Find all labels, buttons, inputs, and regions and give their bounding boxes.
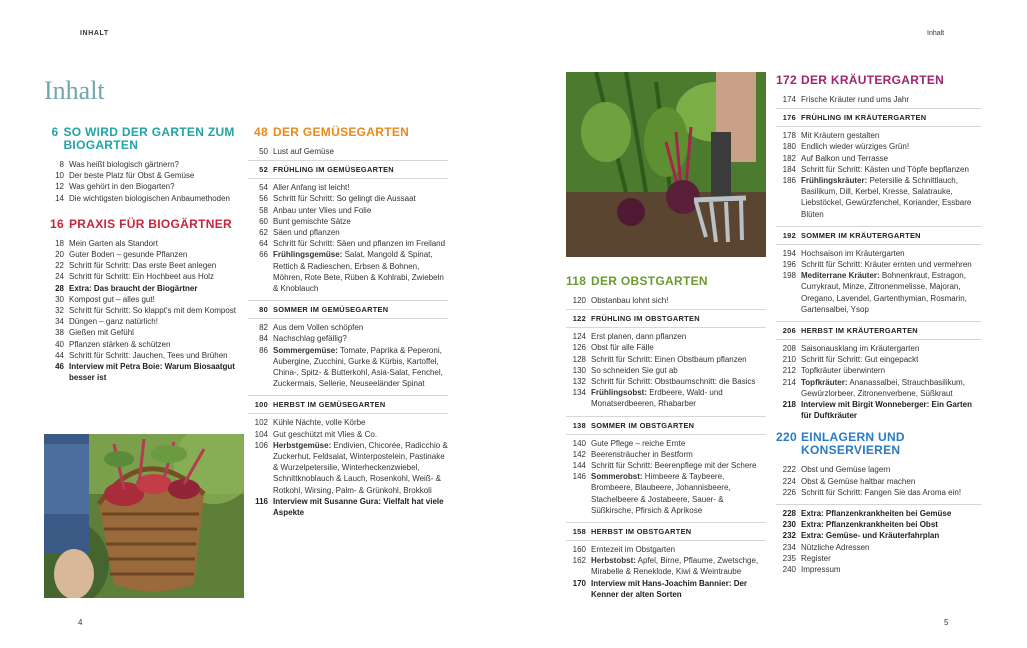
toc-entry[interactable]: [248, 205, 448, 216]
entry-title: Obst & Gemüse haltbar machen: [801, 476, 916, 486]
entry-title: Schritt für Schritt: Einen Obstbaum pflanzen: [591, 354, 747, 364]
entry-page-number: 184: [782, 164, 796, 174]
entry-page-number: 24: [55, 272, 64, 282]
toc-entry[interactable]: [44, 294, 244, 305]
entry-page-number: 194: [782, 248, 796, 258]
toc-entry[interactable]: [776, 153, 981, 164]
entry-title: Schritt für Schritt: Säen und pflanzen im Freiland: [273, 239, 446, 249]
toc-entry[interactable]: [248, 227, 448, 238]
section-obstgarten[interactable]: [566, 275, 766, 288]
entry-title: Schritt für Schritt: Ein Hochbeet aus Holz: [69, 272, 214, 282]
subsection-fruehling[interactable]: 122 FRÜHLING IM OBSTGARTEN: [572, 314, 700, 324]
toc-entry[interactable]: [44, 283, 244, 294]
entry-page-number: 130: [572, 365, 586, 375]
entry-page-number: 182: [782, 153, 796, 163]
toc-entry[interactable]: [776, 259, 981, 270]
entry-title: Obst für alle Fälle: [591, 343, 654, 353]
beetroot-photo: [566, 72, 766, 257]
toc-entry[interactable]: [776, 365, 981, 376]
toc-entry[interactable]: 214 Topfkräuter: Ananassalbei, Strauchbasilikum, Gewürzlorbeer, Zitronenverbene, Süßkraut: [782, 377, 965, 398]
section-einlagern[interactable]: [776, 431, 981, 457]
entry-title: Interview mit Petra Boie: Warum Biosaatgut besser ist: [69, 362, 235, 383]
entry-page-number: 235: [782, 553, 796, 563]
toc-entry[interactable]: 50 Lust auf Gemüse: [259, 147, 334, 156]
entry-title: Gut geschützt mit Vlies & Co.: [273, 429, 378, 439]
subsection-herbst[interactable]: 206 HERBST IM KRÄUTERGARTEN: [782, 326, 918, 336]
toc-entry[interactable]: 146 Sommerobst: Himbeere & Taybeere, Brombeere, Blaubeere, Johannisbeere, Stachelbeere & Jostabeere, Sauer- & Süßkirsche, Pfirsich & Aprikose: [572, 472, 731, 515]
toc-entry[interactable]: 66 Frühlingsgemüse: Salat, Mangold & Spinat, Rettich & Radieschen, Erbsen & Bohnen, Möhren, Rote Bete, Rüben & Kohlrabi, Zwiebeln & Knoblauch: [259, 250, 444, 294]
entry-page-number: 44: [55, 350, 64, 360]
entry-title: Extra: Pflanzenkrankheiten bei Obst: [801, 520, 938, 530]
entry-title: Kompost gut – alles gut!: [69, 294, 155, 304]
toc-entry[interactable]: [44, 327, 244, 338]
entry-title: Gute Pflege – reiche Ernte: [591, 438, 686, 448]
entry-title: Beerensträucher in Bestform: [591, 449, 693, 459]
entry-page-number: 144: [572, 461, 586, 471]
entry-page-number: 230: [782, 520, 796, 530]
toc-entry[interactable]: 120 Obstanbau lohnt sich!: [572, 296, 669, 305]
entry-page-number: 142: [572, 449, 586, 459]
toc-entry[interactable]: [776, 519, 981, 530]
toc-entry[interactable]: [44, 181, 244, 192]
entry-page-number: 240: [782, 565, 796, 575]
section-biogarten[interactable]: [44, 126, 244, 152]
toc-entry[interactable]: 134 Frühlingsobst: Erdbeere, Wald- und Monatserdbeeren, Rhabarber: [572, 388, 723, 409]
toc-column-2: [248, 126, 448, 518]
entry-title: Schritt für Schritt: Obstbaumschnitt: die Basics: [591, 377, 756, 387]
section-number: 48: [254, 125, 268, 139]
entry-page-number: 12: [55, 182, 64, 192]
toc-entry[interactable]: [776, 508, 981, 519]
entry-title: Nützliche Adressen: [801, 542, 870, 552]
toc-entry[interactable]: [566, 449, 766, 460]
entry-page-number: 132: [572, 377, 586, 387]
running-head-right: Inhalt: [927, 30, 945, 37]
entry-page-number: 84: [259, 334, 268, 344]
toc-entry[interactable]: [248, 193, 448, 204]
toc-entry[interactable]: [44, 159, 244, 170]
section-title: SO WIRD DER GARTEN ZUM BIOGARTEN: [63, 125, 235, 152]
toc-entry[interactable]: [44, 249, 244, 260]
entry-page-number: 34: [55, 317, 64, 327]
section-number: 220: [776, 430, 797, 445]
entry-title: Saisonausklang im Kräutergarten: [801, 344, 920, 354]
toc-entry[interactable]: [776, 343, 981, 354]
entry-page-number: 232: [782, 531, 796, 541]
toc-entry[interactable]: [776, 564, 981, 575]
entry-title: Was heißt biologisch gärtnern?: [69, 160, 179, 169]
toc-entry[interactable]: [44, 238, 244, 249]
toc-entry[interactable]: [776, 476, 981, 487]
entry-page-number: 208: [782, 344, 796, 354]
entry-page-number: 20: [55, 250, 64, 260]
toc-entry[interactable]: [776, 553, 981, 564]
toc-entry[interactable]: 106 Herbstgemüse: Endivien, Chicorée, Radicchio & Zuckerhut, Feldsalat, Winterpostelein, Pastinake & Wurzelpetersilie, Winterheckenzwiebel, Schnittknoblauch & Lauch, Rosenkohl, Weiß- & Rotkohl, Wirsing, Palm- & Grünkohl, Brokkoli: [254, 440, 448, 495]
entry-title: Bunt gemischte Sätze: [273, 216, 351, 226]
entry-page-number: 10: [55, 171, 64, 181]
toc-entry[interactable]: [248, 322, 448, 333]
section-number: 118: [566, 274, 587, 288]
toc-column-3: [566, 275, 766, 600]
entry-title: Der beste Platz für Obst & Gemüse: [69, 171, 195, 181]
entry-page-number: 30: [55, 294, 64, 304]
entry-title: Aus dem Vollen schöpfen: [273, 323, 364, 333]
entry-page-number: 58: [259, 205, 268, 215]
toc-entry[interactable]: [44, 350, 244, 361]
entry-page-number: 222: [782, 465, 796, 475]
entry-title: Düngen – ganz natürlich!: [69, 317, 158, 327]
basket-photo: [44, 434, 244, 598]
section-gemuesegarten[interactable]: [248, 126, 448, 139]
entry-title: Schritt für Schritt: Jauchen, Tees und Brühen: [69, 350, 228, 360]
toc-entry[interactable]: [248, 333, 448, 344]
entry-title: Erst planen, dann pflanzen: [591, 332, 687, 342]
toc-entry[interactable]: 162 Herbstobst: Apfel, Birne, Pflaume, Zwetschge, Mirabelle & Reneklode, Kiwi & Weintraube: [572, 556, 759, 577]
entry-page-number: 40: [55, 339, 64, 349]
toc-entry[interactable]: [248, 216, 448, 227]
entry-page-number: 212: [782, 366, 796, 376]
toc-entry[interactable]: [776, 487, 981, 498]
entry-page-number: 124: [572, 332, 586, 342]
entry-page-number: 18: [55, 238, 64, 248]
entry-title: So schneiden Sie gut ab: [591, 365, 678, 375]
entry-title: Mit Kräutern gestalten: [801, 131, 880, 141]
toc-entry[interactable]: [248, 429, 448, 440]
entry-page-number: 64: [259, 239, 268, 249]
section-title: DER OBSTGARTEN: [591, 274, 708, 288]
entry-title: Guter Boden – gesunde Pflanzen: [69, 250, 188, 260]
toc-entry[interactable]: [44, 316, 244, 327]
toc-entry[interactable]: [248, 182, 448, 193]
entry-title: Auf Balkon und Terrasse: [801, 153, 889, 163]
entry-title: Schritt für Schritt: Kräuter ernten und vermehren: [801, 260, 972, 270]
toc-entry[interactable]: [776, 141, 981, 152]
entry-title: Topfkräuter überwintern: [801, 366, 886, 376]
entry-title: Impressum: [801, 565, 841, 575]
entry-title: Extra: Pflanzenkrankheiten bei Gemüse: [801, 509, 952, 519]
toc-entry[interactable]: [566, 460, 766, 471]
entry-title: Hochsaison im Kräutergarten: [801, 248, 905, 258]
entry-page-number: 56: [259, 194, 268, 204]
entry-page-number: 82: [259, 323, 268, 333]
entry-title: Mein Garten als Standort: [69, 238, 158, 248]
toc-entry[interactable]: [566, 376, 766, 387]
toc-column-4: [776, 74, 981, 575]
section-number: 16: [50, 216, 64, 231]
entry-page-number: 224: [782, 476, 796, 486]
entry-title: Die wichtigsten biologischen Anbaumethoden: [69, 193, 230, 203]
toc-entry-interview[interactable]: 170 Interview mit Hans-Joachim Bannier: Der Kenner der alten Sorten: [572, 578, 748, 599]
entry-title: Obst und Gemüse lagern: [801, 465, 891, 475]
section-praxis[interactable]: [44, 218, 244, 231]
toc-entry-interview[interactable]: 116 Interview mit Susanne Gura: Vielfalt hat viele Aspekte: [255, 496, 444, 518]
subsection-fruehling[interactable]: 176 FRÜHLING IM KRÄUTERGARTEN: [782, 113, 927, 123]
entry-title: Schritt für Schritt: Gut eingepackt: [801, 355, 919, 365]
entry-page-number: 140: [572, 438, 586, 448]
entry-page-number: 54: [259, 183, 268, 193]
entry-title: Schritt für Schritt: Fangen Sie das Aroma ein!: [801, 487, 962, 497]
entry-title: Schritt für Schritt: Beerenpflege mit der Schere: [591, 461, 757, 471]
toc-entry[interactable]: [44, 339, 244, 350]
entry-page-number: 210: [782, 355, 796, 365]
toc-entry[interactable]: 174 Frische Kräuter rund ums Jahr: [782, 95, 910, 104]
entry-page-number: 102: [254, 418, 268, 428]
entry-title: Register: [801, 553, 831, 563]
section-number: 6: [51, 125, 59, 139]
section-number: 172: [776, 73, 797, 87]
entry-title: Extra: Gemüse- und Kräuterfahrplan: [801, 531, 940, 541]
entry-page-number: 38: [55, 328, 64, 338]
entry-page-number: 46: [55, 362, 64, 372]
toc-entry[interactable]: [44, 260, 244, 271]
toc-entry[interactable]: [44, 361, 244, 383]
toc-entry[interactable]: [248, 417, 448, 428]
toc-entry[interactable]: [776, 248, 981, 259]
toc-entry[interactable]: [566, 438, 766, 449]
entry-title: Säen und pflanzen: [273, 228, 340, 238]
entry-title: Endlich wieder würziges Grün!: [801, 142, 910, 152]
toc-entry[interactable]: [44, 170, 244, 181]
toc-entry[interactable]: [566, 342, 766, 353]
subsection-sommer[interactable]: 192 SOMMER IM KRÄUTERGARTEN: [782, 230, 921, 240]
entry-page-number: 180: [782, 142, 796, 152]
entry-page-number: 104: [254, 429, 268, 439]
toc-column-1: [44, 126, 244, 383]
toc-entry[interactable]: 160 Erntezeit im Obstgarten: [572, 545, 676, 555]
subsection-herbst[interactable]: 100 HERBST IM GEMÜSEGARTEN: [254, 400, 386, 410]
entry-page-number: 126: [572, 343, 586, 353]
entry-page-number: 234: [782, 542, 796, 552]
entry-page-number: 28: [55, 283, 64, 293]
entry-title: Schritt für Schritt: So gelingt die Aussaat: [273, 194, 416, 204]
entry-page-number: 14: [55, 193, 64, 203]
section-title: PRAXIS FÜR BIOGÄRTNER: [69, 216, 232, 231]
toc-entry[interactable]: 86 Sommergemüse: Tomate, Paprika & Peperoni, Aubergine, Zucchini, Gurke & Kürbis, Kartoffel, China-, Spitz- & Butterkohl, Asia-Salat, Fenchel, Zuckermais, Sellerie, Neuseeländer Spinat: [259, 345, 443, 389]
toc-entry[interactable]: [566, 365, 766, 376]
toc-entry[interactable]: 186 Frühlingskräuter: Petersilie & Schnittlauch, Basilikum, Dill, Kerbel, Kresse, Salatrauke, Liebstöckel, Gewürzfenchel, Koriander, Essbare Blüten: [782, 176, 972, 219]
section-title: DER KRÄUTERGARTEN: [801, 73, 945, 87]
entry-page-number: 196: [782, 260, 796, 270]
entry-page-number: 62: [259, 228, 268, 238]
section-title: EINLAGERN UND KONSERVIEREN: [801, 430, 905, 458]
subsection-herbst[interactable]: 158 HERBST IM OBSTGARTEN: [572, 527, 692, 537]
entry-title: Schritt für Schritt: Das erste Beet anlegen: [69, 261, 217, 271]
toc-entry[interactable]: [776, 354, 981, 365]
entry-page-number: 32: [55, 306, 64, 316]
page-number-left: 4: [78, 618, 83, 627]
entry-title: Aller Anfang ist leicht!: [273, 183, 350, 193]
entry-title: Pflanzen stärken & schützen: [69, 339, 171, 349]
toc-entry-interview[interactable]: 218 Interview mit Birgit Wonneberger: Ein Garten für Duftkräuter: [782, 400, 972, 421]
entry-title: Gießen mit Gefühl: [69, 328, 134, 338]
toc-entry[interactable]: [776, 530, 981, 541]
toc-entry[interactable]: [566, 331, 766, 342]
running-head-left: INHALT: [80, 30, 109, 37]
entry-title: Schritt für Schritt: Kästen und Töpfe bepflanzen: [801, 164, 969, 174]
toc-entry[interactable]: [776, 130, 981, 141]
entry-title: Nachschlag gefällig?: [273, 334, 347, 344]
entry-page-number: 60: [259, 216, 268, 226]
entry-title: Extra: Das braucht der Biogärtner: [69, 283, 198, 293]
entry-page-number: 226: [782, 487, 796, 497]
toc-entry[interactable]: [776, 464, 981, 475]
toc-entry[interactable]: [566, 354, 766, 365]
toc-entry[interactable]: [44, 271, 244, 282]
toc-entry[interactable]: [776, 164, 981, 175]
entry-title: Schritt für Schritt: So klappt’s mit dem Kompost: [69, 306, 237, 316]
entry-page-number: 128: [572, 354, 586, 364]
entry-page-number: 22: [55, 261, 64, 271]
entry-page-number: 8: [59, 160, 64, 169]
entry-title: Kühle Nächte, volle Körbe: [273, 418, 366, 428]
toc-entry[interactable]: [248, 238, 448, 249]
page-number-right: 5: [944, 618, 949, 627]
entry-title: Anbau unter Vlies und Folie: [273, 205, 372, 215]
subsection-sommer[interactable]: 80 SOMMER IM GEMÜSEGARTEN: [259, 305, 389, 315]
page-title: Inhalt: [44, 76, 105, 105]
toc-entry[interactable]: [44, 193, 244, 204]
entry-page-number: 178: [782, 131, 796, 141]
section-title: DER GEMÜSEGARTEN: [273, 125, 410, 139]
toc-entry[interactable]: 198 Mediterrane Kräuter: Bohnenkraut, Estragon, Currykraut, Minze, Zitronenmelisse, Majoran, Oregano, Lavendel, Gartenthymian, Rosmarin, Gartensalbei, Ysop: [782, 271, 967, 314]
entry-title: Was gehört in den Biogarten?: [69, 182, 175, 192]
subsection-fruehling[interactable]: 52 FRÜHLING IM GEMÜSEGARTEN: [259, 165, 394, 175]
section-kraeutergarten[interactable]: [776, 74, 981, 87]
subsection-sommer[interactable]: 138 SOMMER IM OBSTGARTEN: [572, 420, 695, 430]
entry-page-number: 228: [782, 509, 796, 519]
toc-entry[interactable]: [44, 305, 244, 316]
toc-entry[interactable]: [776, 542, 981, 553]
